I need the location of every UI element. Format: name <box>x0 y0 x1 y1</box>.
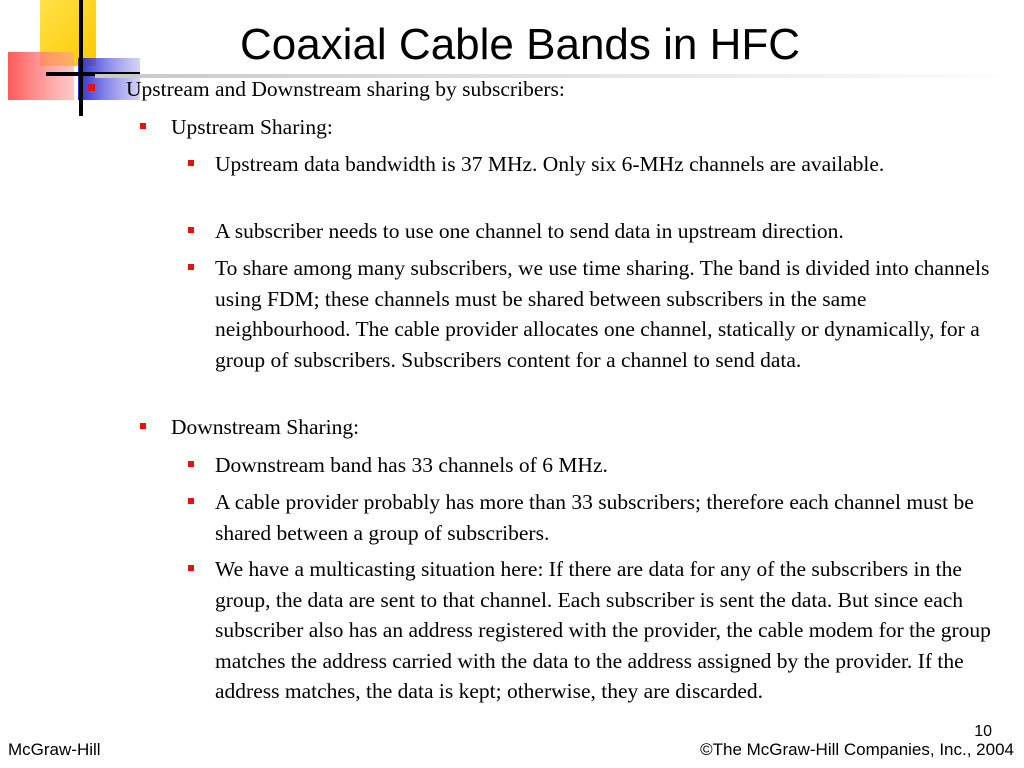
slide-title: Coaxial Cable Bands in HFC <box>239 20 801 69</box>
bullet-item <box>215 554 1010 707</box>
bullet-square-icon <box>188 227 194 233</box>
bullet-square-icon <box>188 461 194 467</box>
bullet-item <box>215 149 935 180</box>
bullet-text: Downstream Sharing: <box>171 415 360 439</box>
bullet-item <box>215 487 975 548</box>
bullet-text: To share among many subscribers, we use time sharing. The band is divided into channels using FDM; these channels must be shared between subscribers in the same neighbourhood. The cable provider allocates one channel, statically or dynamically, for a group of subscribers. Subscribers content for a channel to send data. <box>215 256 990 372</box>
bullet-text: Upstream data bandwidth is 37 MHz. Only six 6-MHz channels are available. <box>215 152 885 176</box>
bullet-item <box>215 216 1005 247</box>
bullet-item <box>171 112 1006 143</box>
bullet-text: Upstream Sharing: <box>171 115 333 139</box>
bullet-square-icon <box>188 264 194 270</box>
bullet-text: Downstream band has 33 channels of 6 MHz. <box>215 453 608 477</box>
page-number: 10 <box>974 723 992 740</box>
bullet-text: A cable provider probably has more than 33 subscribers; therefore each channel must be shared between a group of subscribers. <box>215 490 974 545</box>
bullet-square-icon <box>140 123 146 129</box>
vertical-line <box>79 0 83 116</box>
bullet-item <box>171 412 1006 443</box>
corner-decoration <box>0 0 140 120</box>
bullet-item <box>215 253 1003 375</box>
bullet-item <box>126 74 1006 105</box>
bullet-text: A subscriber needs to use one channel to send data in upstream direction. <box>215 219 844 243</box>
bullet-item <box>215 450 1005 481</box>
bullet-square-icon <box>140 423 146 429</box>
bullet-square-icon <box>188 565 194 571</box>
bullet-square-icon <box>188 160 194 166</box>
bullet-square-icon <box>88 84 95 91</box>
bullet-text: We have a multicasting situation here: If there are data for any of the subscribers in the group, the data are sent to that channel. Each subscriber is sent the data. But since each subscriber also has an address registered with the provider, the cable modem for the group matches the address carried with the data to the address assigned by the provider. If the address matches, the data is kept; otherwise, they are discarded. <box>215 557 991 703</box>
bullet-square-icon <box>188 498 194 504</box>
bullet-text: Upstream and Downstream sharing by subscribers: <box>126 77 565 101</box>
footer-copyright: ©The McGraw-Hill Companies, Inc., 2004 <box>700 740 1014 759</box>
footer-publisher: McGraw-Hill <box>8 740 101 759</box>
